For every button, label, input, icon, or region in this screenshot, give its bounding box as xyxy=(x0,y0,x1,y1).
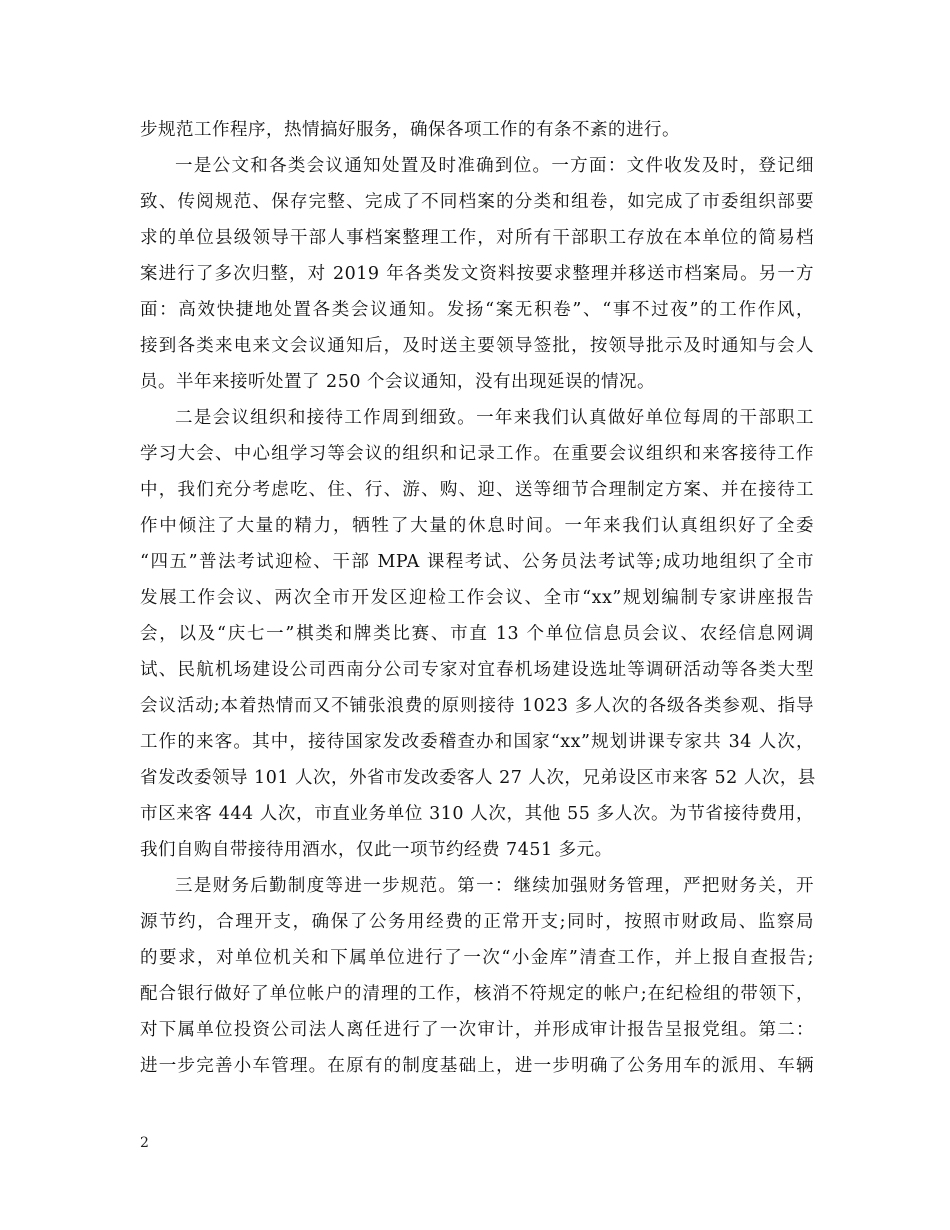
paragraph-2-line-7: 试、民航机场建设公司西南分公司专家对宜春机场建设选址等调研活动等各类大型 xyxy=(140,660,814,680)
page-number: 2 xyxy=(140,1135,149,1151)
paragraph-2-line-0: 二是会议组织和接待工作周到细致。一年来我们认真做好单位每周的干部职工 xyxy=(175,408,814,428)
paragraph-1-line-4: 面：高效快捷地处置各类会议通知。发扬“案无积卷”、“事不过夜”的工作作风， xyxy=(140,300,814,320)
paragraph-3-line-1: 源节约，合理开支，确保了公务用经费的正常开支;同时，按照市财政局、监察局 xyxy=(140,912,814,932)
paragraph-2-line-1: 学习大会、中心组学习等会议的组织和记录工作。在重要会议组织和来客接待工作 xyxy=(140,444,814,464)
paragraph-3-line-3: 配合银行做好了单位帐户的清理的工作，核消不符规定的帐户;在纪检组的带领下， xyxy=(140,984,814,1004)
paragraph-2-line-6: 会，以及“庆七一”棋类和牌类比赛、市直 13 个单位信息员会议、农经信息网调 xyxy=(140,624,814,644)
paragraph-2-line-12: 我们自购自带接待用酒水，仅此一项节约经费 7451 多元。 xyxy=(140,840,613,860)
paragraph-1-line-5: 接到各类来电来文会议通知后，及时送主要领导签批，按领导批示及时通知与会人 xyxy=(140,336,814,356)
paragraph-2-line-2: 中，我们充分考虑吃、住、行、游、购、迎、送等细节合理制定方案、并在接待工 xyxy=(140,480,814,500)
paragraph-2-line-9: 工作的来客。其中，接待国家发改委稽查办和国家“xx”规划讲课专家共 34 人次， xyxy=(140,732,814,752)
paragraph-1-line-1: 致、传阅规范、保存完整、完成了不同档案的分类和组卷，如完成了市委组织部要 xyxy=(140,192,814,212)
paragraph-1-line-0: 一是公文和各类会议通知处置及时准确到位。一方面：文件收发及时，登记细 xyxy=(175,156,814,176)
paragraph-3-line-4: 对下属单位投资公司法人离任进行了一次审计，并形成审计报告呈报党组。第二： xyxy=(140,1020,814,1040)
paragraph-2-line-8: 会议活动;本着热情而又不铺张浪费的原则接待 1023 多人次的各级各类参观、指导 xyxy=(140,696,814,716)
paragraph-0-line-0: 步规范工作程序，热情搞好服务，确保各项工作的有条不紊的进行。 xyxy=(140,120,680,140)
paragraph-1-line-6: 员。半年来接听处置了 250 个会议通知，没有出现延误的情况。 xyxy=(140,372,656,392)
document-body xyxy=(140,112,814,1084)
paragraph-2-line-5: 发展工作会议、两次全市开发区迎检工作会议、全市“xx”规划编制专家讲座报告 xyxy=(140,588,814,608)
paragraph-2-line-4: “四五”普法考试迎检、干部 MPA 课程考试、公务员法考试等;成功地组织了全市 xyxy=(140,552,814,572)
paragraph-3-line-0: 三是财务后勤制度等进一步规范。第一：继续加强财务管理，严把财务关，开 xyxy=(175,876,814,896)
paragraph-1-line-3: 案进行了多次归整，对 2019 年各类发文资料按要求整理并移送市档案局。另一方 xyxy=(140,264,814,284)
paragraph-2-line-10: 省发改委领导 101 人次，外省市发改委客人 27 人次，兄弟设区市来客 52 人次，县 xyxy=(140,768,816,788)
paragraph-2-line-3: 作中倾注了大量的精力，牺牲了大量的休息时间。一年来我们认真组织好了全委 xyxy=(140,516,814,536)
paragraph-2-line-11: 市区来客 444 人次，市直业务单位 310 人次，其他 55 多人次。为节省接待费用， xyxy=(140,804,814,824)
paragraph-1-line-2: 求的单位县级领导干部人事档案整理工作，对所有干部职工存放在本单位的简易档 xyxy=(140,228,814,248)
paragraph-3-line-5: 进一步完善小车管理。在原有的制度基础上，进一步明确了公务用车的派用、车辆 xyxy=(140,1056,814,1076)
paragraph-3-line-2: 的要求，对单位机关和下属单位进行了一次“小金库”清查工作，并上报自查报告; xyxy=(140,948,814,968)
